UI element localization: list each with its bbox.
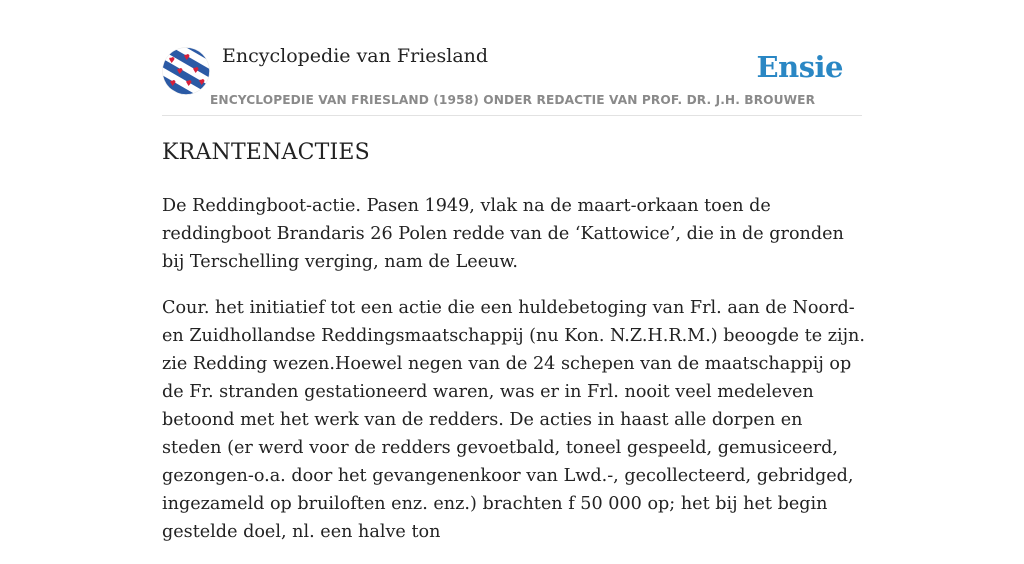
- article-paragraph: Cour. het initiatief tot een actie die een huldebetoging van Frl. aan de Noord- en Zuidhollandse Reddingsmaatschappij (nu Kon. N.Z.H.R.M.) beoogde te zijn. zie Redding wezen.Hoewel negen van de 24 schepen van de maatschappij op de Fr. stranden gestationeerd waren, was er in Frl. nooit veel medeleven betoond met het werk van de redders. De acties in haast alle dorpen en steden (er werd voor de redders gevoetbald, toneel gespeeld, gemusiceerd, gezongen-o.a. door het gevangenenkoor van Lwd.-, gecollecteerd, gebridged, ingezameld op bruiloften enz. enz.) brachten f 50 000 op; het bij het begin gestelde doel, nl. een halve ton: [162, 298, 865, 542]
- article-title: KRANTENACTIES: [162, 140, 370, 165]
- encyclopedia-subtitle: ENCYCLOPEDIE VAN FRIESLAND (1958) ONDER REDACTIE VAN PROF. DR. J.H. BROUWER: [210, 93, 816, 107]
- ensie-logo[interactable]: Ensie: [756, 50, 843, 84]
- article-paragraph: De Reddingboot-actie. Pasen 1949, vlak na de maart-orkaan toen de reddingboot Brandaris 26 Polen redde van de ‘Kattowice’, die in de gronden bij Terschelling verging, nam de Leeuw.: [162, 196, 844, 272]
- frisian-flag-icon[interactable]: [162, 47, 210, 95]
- encyclopedia-name[interactable]: Encyclopedie van Friesland: [222, 45, 489, 67]
- article-body: [162, 192, 867, 564]
- article-page: [162, 0, 865, 542]
- header-divider: [162, 115, 862, 116]
